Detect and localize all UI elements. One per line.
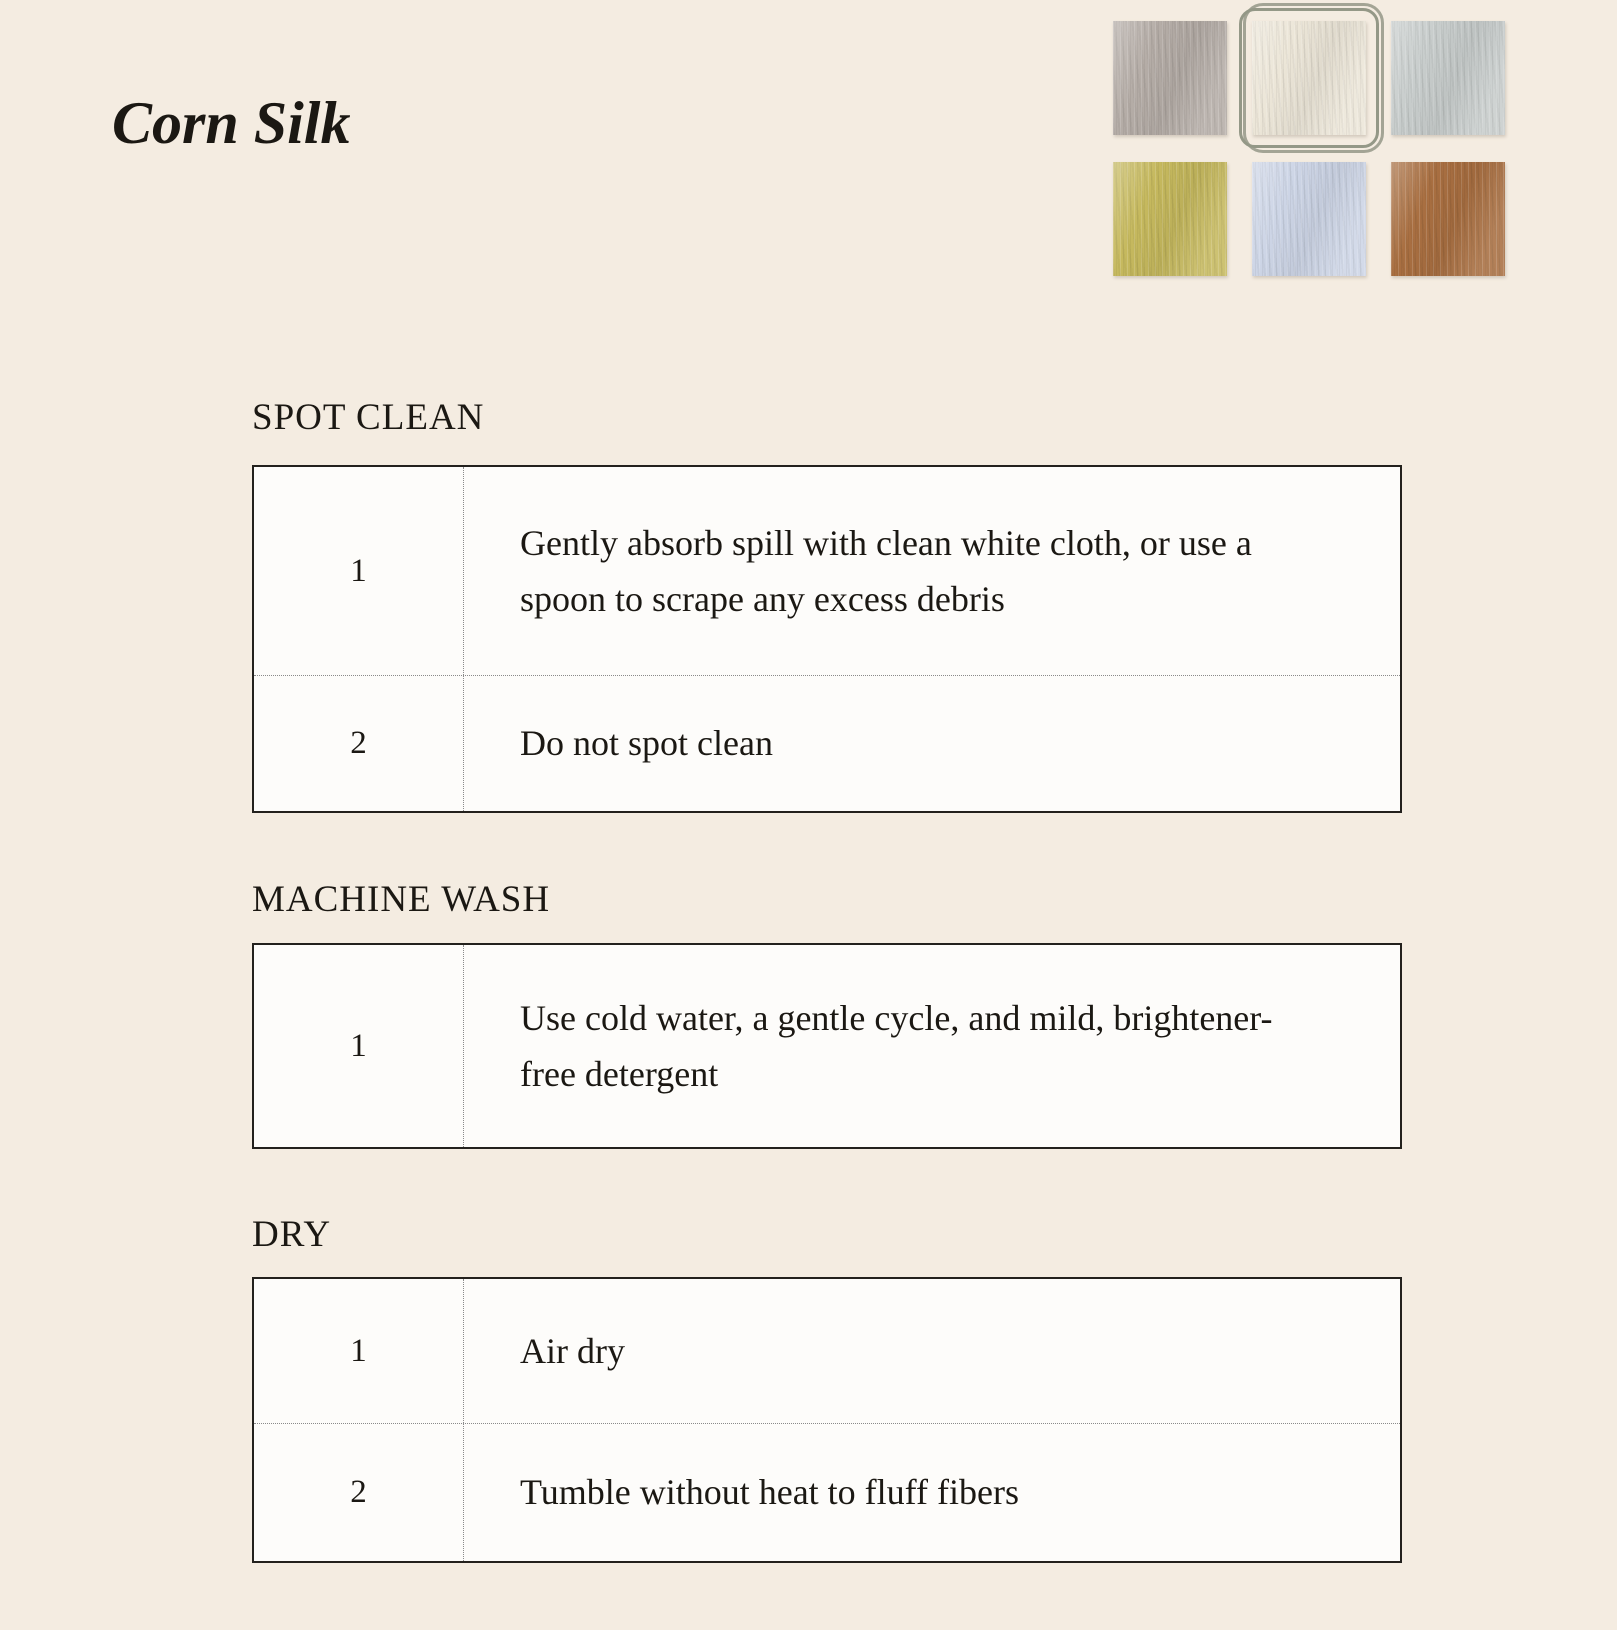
swatch-cell — [1252, 162, 1366, 276]
care-table-machine-wash — [252, 943, 1402, 1149]
step-text — [464, 945, 1400, 1147]
step-number: 2 — [254, 1424, 464, 1561]
swatch-periwinkle[interactable] — [1252, 162, 1366, 276]
swatch-cell — [1391, 21, 1505, 135]
step-number: 1 — [254, 1279, 464, 1423]
swatch-grid — [1113, 21, 1505, 276]
step-number: 1 — [254, 467, 464, 675]
swatch-citron[interactable] — [1113, 162, 1227, 276]
care-step-row — [254, 1423, 1400, 1561]
swatch-cell-selected — [1252, 21, 1366, 135]
section-label-spot-clean: SPOT CLEAN — [252, 397, 485, 438]
care-step-row — [254, 467, 1400, 675]
step-text — [464, 1279, 1400, 1423]
step-text — [464, 676, 1400, 811]
swatch-rust[interactable] — [1391, 162, 1505, 276]
care-step-row — [254, 1279, 1400, 1423]
step-text-paragraph: Do not spot clean — [520, 723, 773, 764]
step-text-paragraph: Gently absorb spill with clean white cloth, or use a spoon to scrape any excess debris — [520, 522, 1252, 619]
swatch-cell — [1113, 21, 1227, 135]
page-title: Corn Silk — [112, 90, 351, 156]
step-number: 2 — [254, 676, 464, 811]
swatch-corn-silk[interactable] — [1252, 21, 1366, 135]
step-text-paragraph: Air dry — [520, 1330, 625, 1371]
care-step-row — [254, 945, 1400, 1147]
care-step-row — [254, 675, 1400, 811]
step-text — [464, 467, 1400, 675]
care-table-dry — [252, 1277, 1402, 1563]
step-text-paragraph: Tumble without heat to fluff fibers — [520, 1472, 1019, 1513]
section-label-machine-wash: MACHINE WASH — [252, 879, 551, 920]
step-text — [464, 1424, 1400, 1561]
swatch-mist-gray[interactable] — [1391, 21, 1505, 135]
swatch-taupe[interactable] — [1113, 21, 1227, 135]
swatch-cell — [1113, 162, 1227, 276]
section-label-dry: DRY — [252, 1214, 332, 1255]
swatch-cell — [1391, 162, 1505, 276]
step-number: 1 — [254, 945, 464, 1147]
care-table-spot-clean — [252, 465, 1402, 813]
step-text-paragraph: Use cold water, a gentle cycle, and mild, brightener-free detergent — [520, 997, 1273, 1094]
